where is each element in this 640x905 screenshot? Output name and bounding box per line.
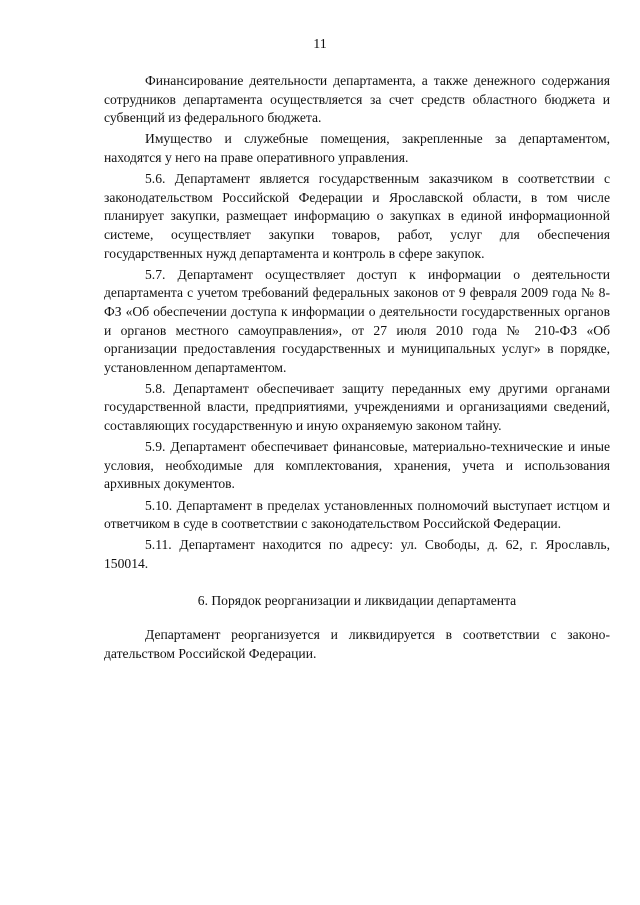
paragraph-5-6: 5.6. Департамент является государственным заказчиком в соответствии с законодательством Российской Федерации и Ярославской области, в том числе планирует закупки, размещает информацию о закупках в единой информационной системе, осуществляет закупки товаров, работ, услуг для обеспечения государственных нужд департамента и контроль в сфере закупок. (104, 171, 610, 261)
section-heading: 6. Порядок реорганизации и ликвидации департамента (197, 593, 517, 608)
closing-section (104, 626, 610, 663)
paragraph-5-11: 5.11. Департамент находится по адресу: ул. Свободы, д. 62, г. Ярославль, 150014. (104, 537, 610, 571)
paragraph-5-7: 5.7. Департамент осуществляет доступ к информации о деятельности департамента с учетом требований федеральных законов от 9 февраля 2009 года № 8-ФЗ «Об обеспечении доступа к информации о деятельности государственных органов и органов местного самоуправления», от 27 июля 2010 года № 210-ФЗ «Об организации предоставления государственных и муниципальных услуг» в порядке, установленном департаментом. (104, 266, 610, 375)
paragraph-reorganization: Департамент реорганизуется и ликвидируется в соответствии с законодательством Российской Федерации. (104, 627, 610, 661)
document-body (104, 72, 610, 576)
paragraph-property: Имущество и служебные помещения, закрепленные за департаментом, находятся у него на праве оперативного управления. (104, 131, 610, 165)
paragraph-5-8: 5.8. Департамент обеспечивает защиту переданных ему другими органами государственной власти, предприятиями, учреждениями и организациями сведений, составляющих государственную и иную охраняемую законом тайну. (104, 380, 610, 434)
paragraph-financing: Финансирование деятельности департамента, а также денежного содержания сотрудников департамента осуществляется за счет средств областного бюджета и субвенций из федерального бюджета. (104, 73, 610, 126)
paragraph-5-9: 5.9. Департамент обеспечивает финансовые, материально-технические и иные условия, необходимые для комплектования, хранения, учета и использования архивных документов. (104, 439, 610, 492)
paragraph-5-10: 5.10. Департамент в пределах установленных полномочий выступает истцом и ответчиком в суде в соответствии с законодательством Российской Федерации. (104, 497, 610, 532)
page-number: 11 (313, 37, 327, 52)
